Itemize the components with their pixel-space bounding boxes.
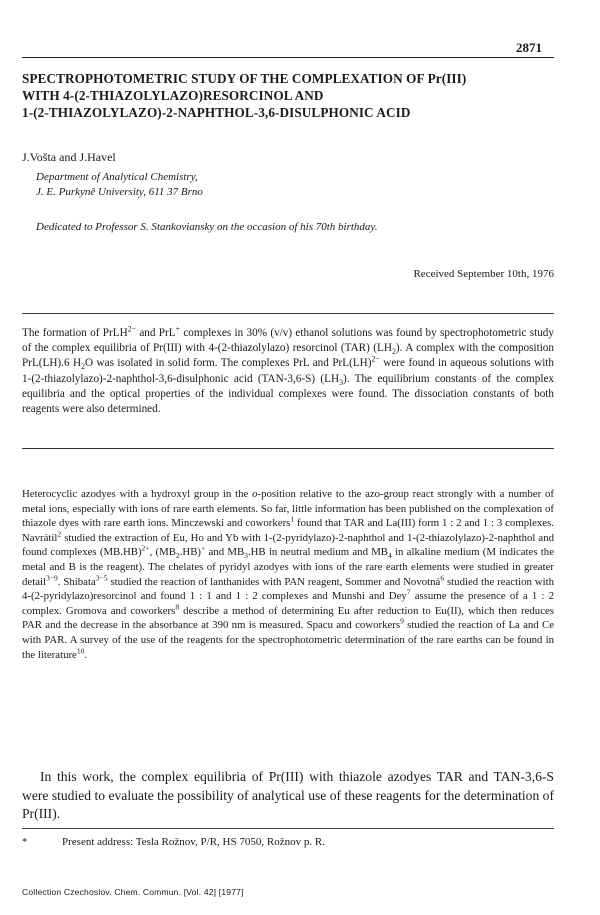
abstract-top-rule xyxy=(22,313,554,314)
footnote-marker: * xyxy=(22,836,28,848)
abstract-bottom-rule xyxy=(22,448,554,449)
body-paragraph-1: Heterocyclic azodyes with a hydroxyl group in the o-position relative to the azo-group react strongly with a number of metal ions, especially with ions of rare earth elements. So far, little information has been published on the complexation of thiazole dyes with rare earth ions. Minczewski and coworkers$^1$ found that TAR and La(III) form 1 : 2 and 1 : 3 complexes. Navrátil$^2$ studied the extraction of Eu, Ho and Yb with 1-(2-pyridylazo)-2-naphthol and 1-(2-thiazolylazo)-2-naphthol and found complexes $(MB.HB)^{2+}$, $(MB_2.HB)^+$ and $MB_3.HB$ in neutral medium and $MB_4$ in alkaline medium (M indicates the metal and B is the reagent). The chelates of pyridyl azodyes with ions of the rare earth elements were studied in greater detail$^{3-9}$. Shibata$^{3-5}$ studied the reaction of lanthanides with PAN reagent, Sommer and Novotná$^6$ studied the reaction with 4-(2-pyridylazo)resorcinol and found 1 : 1 and 1 : 2 complexes and Munshi and Dey$^7$ assume the presence of a 1 : 2 complex. Gromova and coworkers$^8$ describe a method of determining Eu after reduction to Eu(II), which then reduces PAR and the decrease in the absorbance at 390 nm is measured. Spacu and coworkers$^9$ studied the reaction of La and Ce with PAR. A survey of the use of the reagents for the spectrophotometric determination of the rare earths can be found in the literature$^{10}$. xyxy=(22,488,555,661)
header-rule xyxy=(22,57,554,58)
article-title xyxy=(22,70,567,121)
affiliation-line-2: J. E. Purkyně University, 611 37 Brno xyxy=(36,186,203,198)
authors: J.Vošta and J.Havel xyxy=(22,150,116,164)
footnote-text: Present address: Tesla Rožnov, P/R, HS 7050, Rožnov p. R. xyxy=(62,836,325,848)
title-line-2: WITH 4-(2-THIAZOLYLAZO)RESORCINOL AND xyxy=(22,88,324,103)
received-date: Received September 10th, 1976 xyxy=(413,268,554,280)
affiliation-line-1: Department of Analytical Chemistry, xyxy=(36,171,198,183)
journal-footer: Collection Czechoslov. Chem. Commun. [Vol. 42] [1977] xyxy=(22,887,244,897)
abstract: The formation of PrLH$^{2-}$ and PrL+ complexes in 30% (v/v) ethanol solutions was found by spectrophotometric study of the complex equilibria of Pr(III) with 4-(2-thiazolylazo) resorcinol (TAR) $(LH_2)$. A complex with the composition PrL(LH).6 $H_2O$ was isolated in solid form. The complexes PrL and PrL(LH)$^{2-}$ were found in aqueous solutions with 1-(2-thiazolylazo)-2-naphthol-3,6-disulphonic acid (TAN-3,6-S) $(LH_3)$. The equilibrium constants of the complex equilibria and the optical properties of the individual complexes were found. The dissociation constants of both reagents were also determined. xyxy=(22,324,555,416)
title-line-1: SPECTROPHOTOMETRIC STUDY OF THE COMPLEXATION OF Pr(III) xyxy=(22,71,467,86)
dedication: Dedicated to Professor S. Stankoviansky on the occasion of his 70th birthday. xyxy=(36,221,378,233)
body-paragraph-2: In this work, the complex equilibria of Pr(III) with thiazole azodyes TAR and TAN-3,6-S were studied to evaluate the possibility of analytical use of these reagents for the determination of Pr(III). xyxy=(22,769,554,821)
footnote-rule xyxy=(22,828,554,829)
title-line-3: 1-(2-THIAZOLYLAZO)-2-NAPHTHOL-3,6-DISULPHONIC ACID xyxy=(22,105,411,120)
affiliation xyxy=(36,170,203,200)
page-number: 2871 xyxy=(516,40,542,55)
footnote xyxy=(22,836,325,848)
